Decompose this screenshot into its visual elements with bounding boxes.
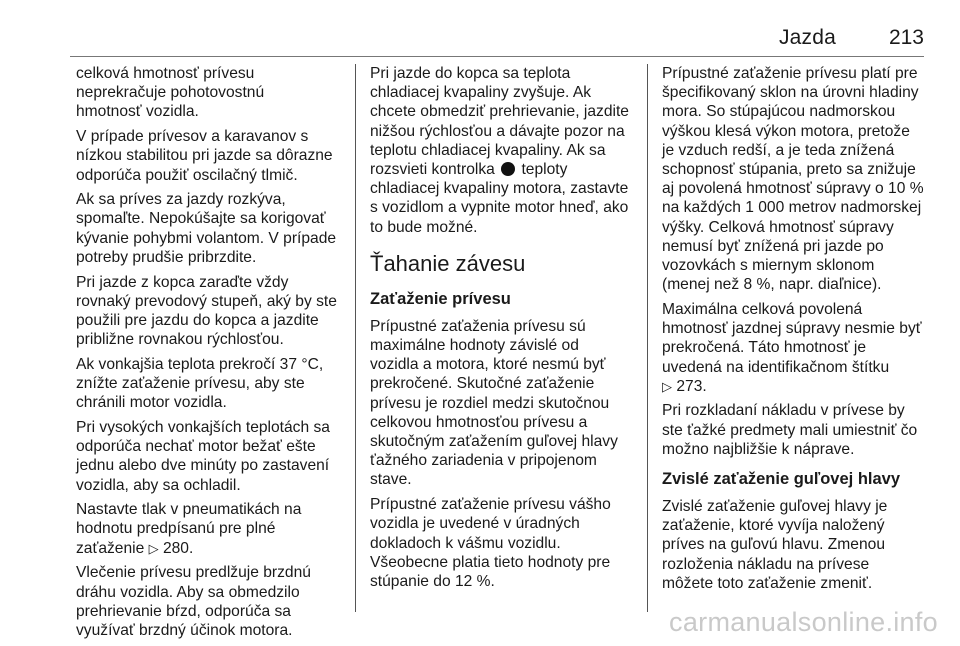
- paragraph: Pri rozkladaní nákladu v prívese by ste ťažké predmety mali umiestniť čo možno najbližšie k náprave.: [662, 402, 918, 458]
- subsection-title: Zvislé zaťaženie guľovej hlavy: [662, 470, 901, 489]
- subsection-title: Zaťaženie prívesu: [370, 289, 511, 308]
- paragraph: V prípade prívesov a karavanov s nízkou stabilitou pri jazde sa dôrazne odporúča použiť oscilačný tlmič.: [76, 128, 333, 184]
- paragraph: Vlečenie prívesu predlžuje brzdnú dráhu vozidla. Aby sa obmedzilo prehrievanie bŕzd, odporúča sa využívať brzdný účinok motora.: [76, 564, 311, 639]
- paragraph: Prípustné zaťaženie prívesu vášho vozidla je uvedené v úradných dokladoch k vášmu vozidlu. Všeobecne platia tieto hodnoty pre stúpanie do 12 %.: [370, 496, 611, 590]
- paragraph-text: Pri jazde do kopca sa teplota chladiacej kvapaliny zvyšuje. Ak chcete obmedziť prehrievanie, jazdite nižšou rýchlosťou a dávajte pozor na teplotu chladiacej kvapaliny. Ak sa rozsvieti kontrolka: [370, 65, 629, 179]
- paragraph-text: Maximálna celková povolená hmotnosť jazdnej súpravy nesmie byť prekročená. Táto hmotnosť je uvedená na identifikačnom štítku: [662, 300, 922, 376]
- cross-reference-arrow-icon: ▷: [148, 540, 159, 556]
- paragraph: Pri jazde z kopca zaraďte vždy rovnaký prevodový stupeň, aký by ste použili pre jazdu do kopca a jazdite približne rovnakou rýchlosťou.: [76, 273, 337, 349]
- page-reference-link[interactable]: 273.: [676, 377, 707, 395]
- cross-reference-arrow-icon: ▷: [662, 378, 672, 394]
- watermark: carmanualsonline.info: [669, 607, 938, 637]
- page-header: [70, 22, 924, 58]
- paragraph: Pri vysokých vonkajších teplotách sa odporúča nechať motor bežať ešte jednu alebo dve minúty po zastavení vozidla, aby sa ochladil.: [76, 418, 330, 494]
- paragraph-text: Nastavte tlak v pneumatikách na hodnotu predpísanú pre plné zaťaženie: [76, 501, 302, 557]
- column-divider: [355, 64, 356, 612]
- page-number: 213: [888, 26, 924, 49]
- coolant-temperature-light-icon: [501, 162, 515, 176]
- paragraph: [76, 500, 348, 558]
- column-2: [370, 64, 634, 597]
- paragraph: Prípustné zaťaženia prívesu sú maximálne hodnoty závislé od vozidla a motora, ktoré nesmú byť prekročené. Skutočné zaťaženie prívesu je rozdiel medzi skutočnou celkovou hmotnosťou prívesu a skutočným zaťažením guľovej hlavy ťažného zariadenia v pripojenom stave.: [370, 317, 618, 489]
- page-reference-link[interactable]: 280.: [162, 539, 194, 557]
- header-title: Jazda: [778, 26, 836, 49]
- paragraph: Prípustné zaťaženie prívesu platí pre špecifikovaný sklon na úrovni hladiny mora. So stúpajúcou nadmorskou výškou klesá výkon motora, pretože je vzduch redší, a je teda znížená schopnosť stúpania, preto sa znižuje aj povolená hmotnosť súpravy o 10 % na každých 1 000 metrov nadmorskej výšky. Celková hmotnosť súpravy nemusí byť znížená pri jazde po vozovkách s miernym sklonom (menej než 8 %, napr. diaľnice).: [662, 65, 924, 294]
- paragraph: Ak vonkajšia teplota prekročí 37 °C, znížte zaťaženie prívesu, aby ste chránili motor vozidla.: [76, 355, 324, 412]
- paragraph: Zvislé zaťaženie guľovej hlavy je zaťaženie, ktoré vyvíja naložený príves na guľovú hlavu. Zmenou rozloženia nákladu na prívese môžete toto zaťaženie zmeniť.: [662, 498, 888, 592]
- column-1: [76, 64, 348, 646]
- column-3: [662, 64, 930, 599]
- paragraph: celková hmotnosť prívesu neprekračuje pohotovostnú hmotnosť vozidla.: [76, 65, 265, 121]
- paragraph: [662, 300, 930, 396]
- paragraph: [370, 64, 634, 237]
- paragraph: Ak sa príves za jazdy rozkýva, spomaľte. Nepokúšajte sa korigovať kývanie pohybmi volantom. V prípade potreby prudšie pribrzdite.: [76, 191, 337, 266]
- header-rule: [70, 56, 924, 57]
- column-divider: [647, 64, 648, 612]
- section-title: Ťahanie závesu: [370, 250, 526, 276]
- paragraph-text: teploty chladiacej kvapaliny motora, zastavte s vozidlom a vypnite motor hneď, ako to bude možné.: [370, 161, 629, 236]
